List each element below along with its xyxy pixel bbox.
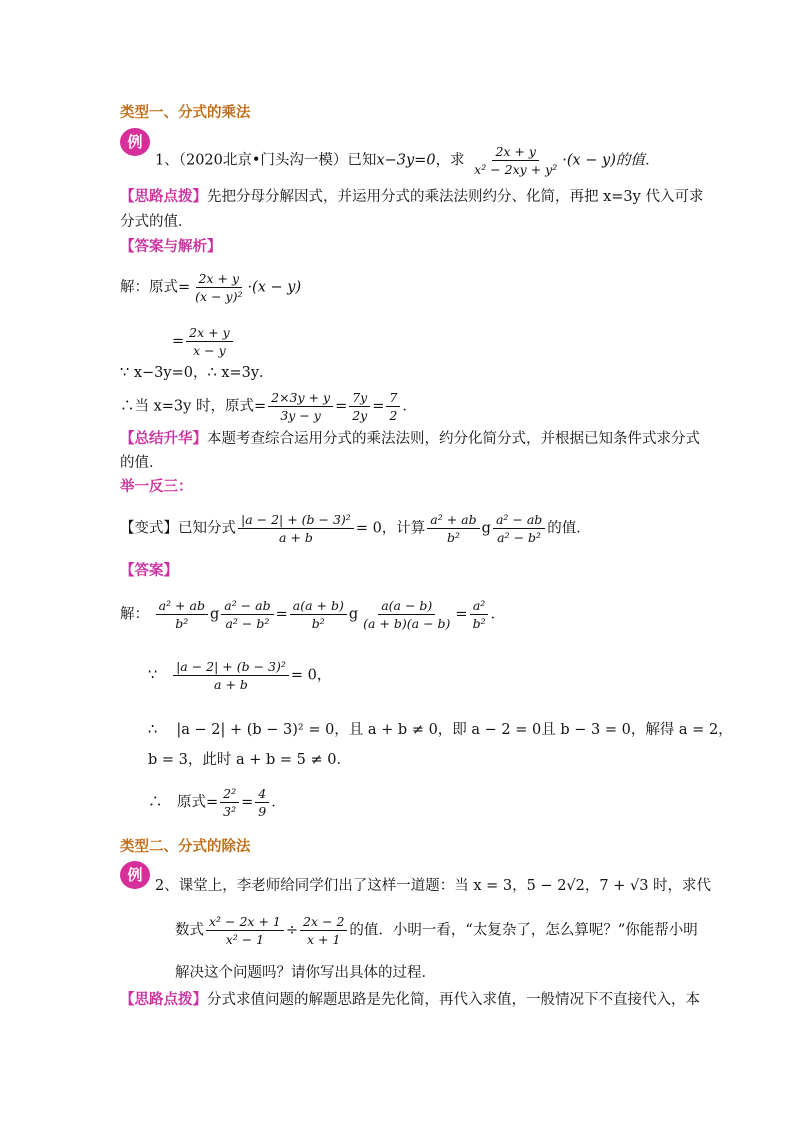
ex1-condition: x−3y=0 <box>376 152 436 169</box>
practice-title: 举一反三： <box>120 478 193 495</box>
example-2-line-1: 2、课堂上，李老师给同学们出了这样一道题：当 x = 3，5 − 2√2，7 + √3 时，求代 <box>155 878 712 894</box>
example-badge-label-2: 例 <box>127 866 143 884</box>
hint-1-line-2: 分式的值． <box>120 214 193 230</box>
solution-2-line-1: 解： $\frac{\text{a² + ab}}{\text{b²}}$ g $\frac{\text{a² − ab}}{\text{a² − b²}}$ = $\frac{a(a + b)}{\text{b²}}$ g $\frac{a(a - b)}{(a + b)(a - b)}$ = $\frac{\text{a²}}{\text{b²}}$ ． <box>120 598 506 631</box>
summary-1-line-1: 【总结升华】本题考查综合运用分式的乘法法则，约分化简分式，并根据已知条件式求分式 <box>120 430 700 447</box>
example-1-question <box>155 144 659 177</box>
example-badge-icon <box>119 127 151 157</box>
solution-2-line-3: ∴ |a − 2| + (b − 3)² = 0，且 a + b ≠ 0，即 a − 2 = 0且 b − 3 = 0，解得 a = 2， <box>148 722 733 738</box>
solution-1-line-3: ∵ x−3y=0，∴ x=3y． <box>120 365 274 381</box>
hint-2-line-1: 【思路点拨】分式求值问题的解题思路是先化简，再代入求值，一般情况下不直接代入，本 <box>120 991 700 1008</box>
example-badge-icon-2 <box>119 860 151 890</box>
solution-1-line-1: 解：原式= $\frac{2x + y}{\text{(x − y)²}}$ ·(x − y) <box>120 271 302 304</box>
solution-1-line-4: ∴当 x=3y 时，原式= $\frac{2\times 3y + y}{3y - y}$ = $\frac{7y}{2y}$ = $\frac{7}{2}$ ． <box>120 390 417 423</box>
section-title-2: 类型二、分式的除法 <box>120 838 251 855</box>
ex1-mid: ，求 <box>435 152 465 169</box>
solution-1-line-2: = $\frac{2x + y}{x - y}$ <box>172 325 235 358</box>
solution-2-line-5: ∴ 原式= $\frac{\text{2²}}{\text{3²}}$ = $\frac{4}{9}$ ． <box>148 786 286 819</box>
section-title-1: 类型一、分式的乘法 <box>120 104 251 121</box>
hint-1-line-1: 【思路点拨】先把分母分解因式，并运用分式的乘法法则约分、化简，再把 x=3y 代入可求 <box>120 188 704 205</box>
example-2-line-2: 数式 $\frac{\text{x² − 2x + 1}}{\text{x² − 1}}$ ÷ $\frac{2x - 2}{x + 1}$ 的值．小明一看，“太复杂了，怎么算呢？”你能帮小明 <box>175 914 698 947</box>
solution-2-line-4: b = 3，此时 a + b = 5 ≠ 0． <box>148 752 351 768</box>
answer-analysis-tag: 【答案与解析】 <box>120 238 222 255</box>
ex1-prefix: 1、（2020北京•门头沟一模）已知 <box>155 152 377 169</box>
summary-1-line-2: 的值． <box>120 455 164 471</box>
variant-question: 【变式】已知分式 $\frac{\text{|a − 2| + (b − 3)²}}{a + b}$ = 0，计算 $\frac{\text{a² + ab}}{\text{b²}}$ g $\frac{\text{a² − ab}}{\text{a² − b²}}$ 的值． <box>120 512 591 545</box>
answer-tag-2: 【答案】 <box>120 562 178 579</box>
example-badge-label: 例 <box>127 133 143 151</box>
ex1-fraction: $\frac{2x + y}{\text{x² − 2xy + y²}}$ <box>474 144 558 177</box>
ex1-tail: ·(x − y)的值． <box>562 152 660 169</box>
example-2-line-3: 解决这个问题吗？请你写出具体的过程． <box>175 965 436 981</box>
solution-2-line-2: ∵ $\frac{\text{|a − 2| + (b − 3)²}}{a + b}$ = 0， <box>148 659 332 692</box>
